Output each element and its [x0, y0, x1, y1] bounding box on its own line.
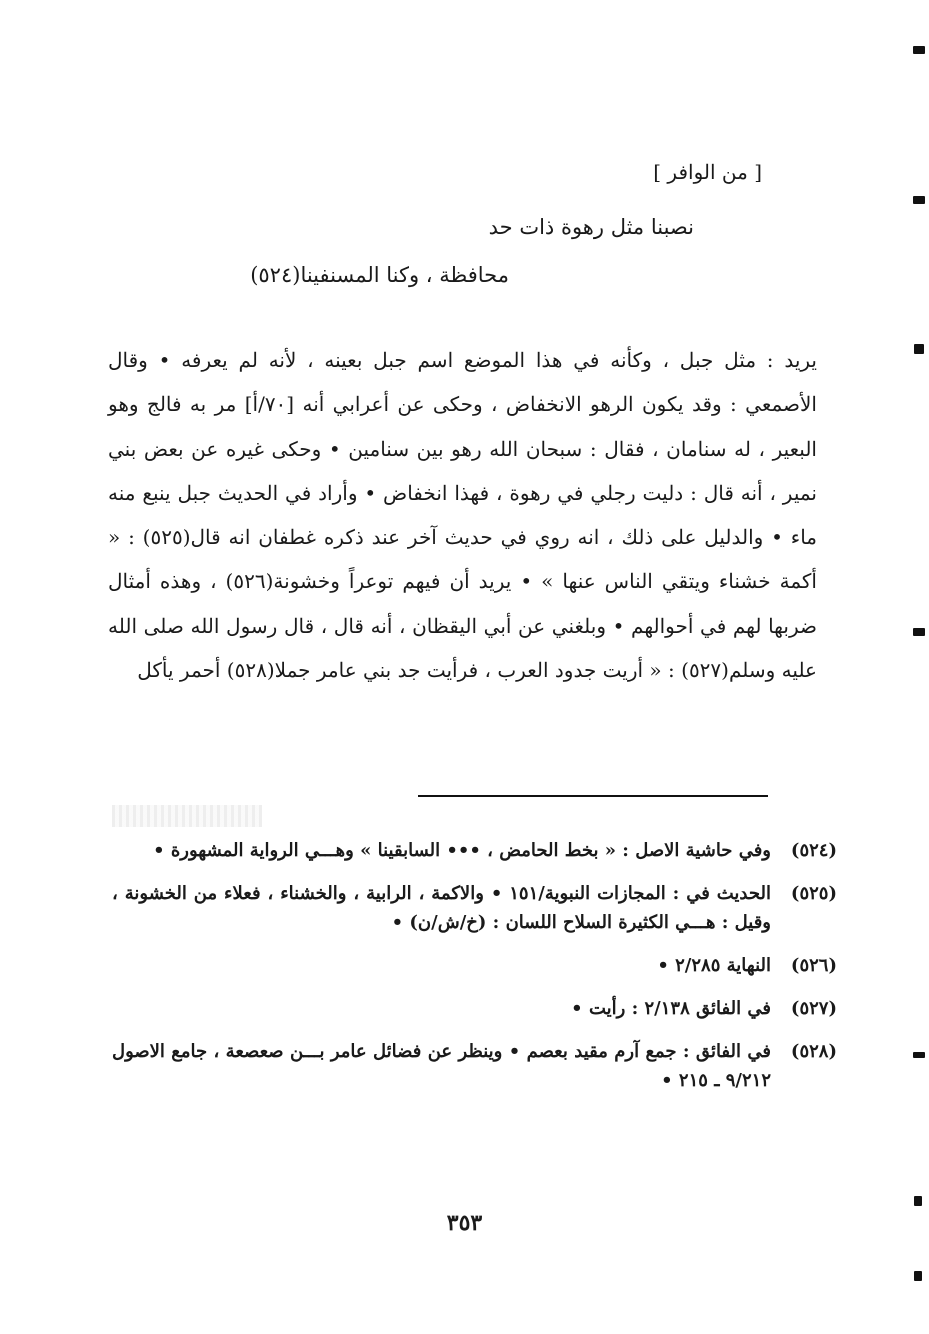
verse-line-2: محافظة ، وكنا المسنفينا(٥٢٤) [250, 263, 509, 287]
footnotes [112, 836, 837, 1109]
footnote-text: في الفائق ٢/١٣٨ : رأيت • [571, 998, 771, 1019]
footnote-number: (٥٢٤) [790, 840, 837, 861]
footnote-item [112, 1037, 837, 1095]
footnote-text: وفي حاشية الاصل : « بخط الحامض ، ••• السابقينا » وهـــي الرواية المشهورة • [153, 840, 771, 861]
meter-label: [ من الوافر ] [653, 160, 762, 184]
body-paragraph: يريد : مثل جبل ، وكأنه في هذا الموضع اسم جبل بعينه ، لأنه لم يعرفه • وقال الأصمعي : وقد يكون الرهو الانخفاض ، وحكى عن أعرابي أنه [٧٠/أ] مر به فالج وهو البعير ، له سنامان ، فقال : سبحان الله رهو بين سنامين • وحكى غيره عن بعض بني نمير ، أنه قال : دليت رجلي في رهوة ، فهذا انخفاض • وأراد في الحديث جبل ينبع منه ماء • والدليل على ذلك ، انه روي في حديث آخر عند ذكره غطفان انه قال(٥٢٥) : « أكمة خشناء ويتقي الناس عنها » • يريد أن فيهم توعراً وخشونة(٥٢٦) ، وهذه أمثال ضربها لهم في أحوالهم • وبلغني عن أبي اليقظان ، أنه قال ، قال رسول الله صلى الله عليه وسلم(٥٢٧) : « أريت جدود العرب ، فرأيت جد بني عامر جملا(٥٢٨) أحمر يأكل [108, 348, 818, 683]
footnote-text: الحديث في : المجازات النبوية/١٥١ • والاكمة ، الرابية ، والخشناء ، فعلاء من الخشونة ، وقيل : هـــي الكثيرة السلاح اللسان : (خ/ش/ن) • [112, 883, 771, 933]
scan-smudge [112, 805, 262, 827]
footnote-text: النهاية ٢/٢٨٥ • [657, 955, 771, 976]
binding-mark [914, 344, 924, 354]
binding-mark [914, 1271, 922, 1281]
footnote-number: (٥٢٨) [790, 1041, 837, 1062]
page-number: ٣٥٣ [446, 1210, 483, 1236]
footnote-item [112, 994, 837, 1023]
footnote-text: في الفائق : جمع آرم مقيد بعصم • وينظر عن فضائل عامر بـــن صعصعة ، جامع الاصول ٩/٢١٢ ـ ٢١٥ • [112, 1041, 771, 1091]
footnote-item [112, 951, 837, 980]
binding-mark [913, 1052, 925, 1058]
binding-mark [913, 628, 925, 636]
binding-mark [913, 196, 925, 204]
binding-mark [914, 1196, 922, 1206]
footnote-separator [418, 795, 768, 797]
binding-mark [913, 46, 925, 54]
body-text [108, 338, 817, 692]
footnote-number: (٥٢٧) [790, 998, 837, 1019]
footnote-number: (٥٢٦) [790, 955, 837, 976]
footnote-item [112, 836, 837, 865]
footnote-item [112, 879, 837, 937]
verse-line-1: نصبنا مثل رهوة ذات حد [488, 215, 694, 239]
footnote-number: (٥٢٥) [790, 883, 837, 904]
